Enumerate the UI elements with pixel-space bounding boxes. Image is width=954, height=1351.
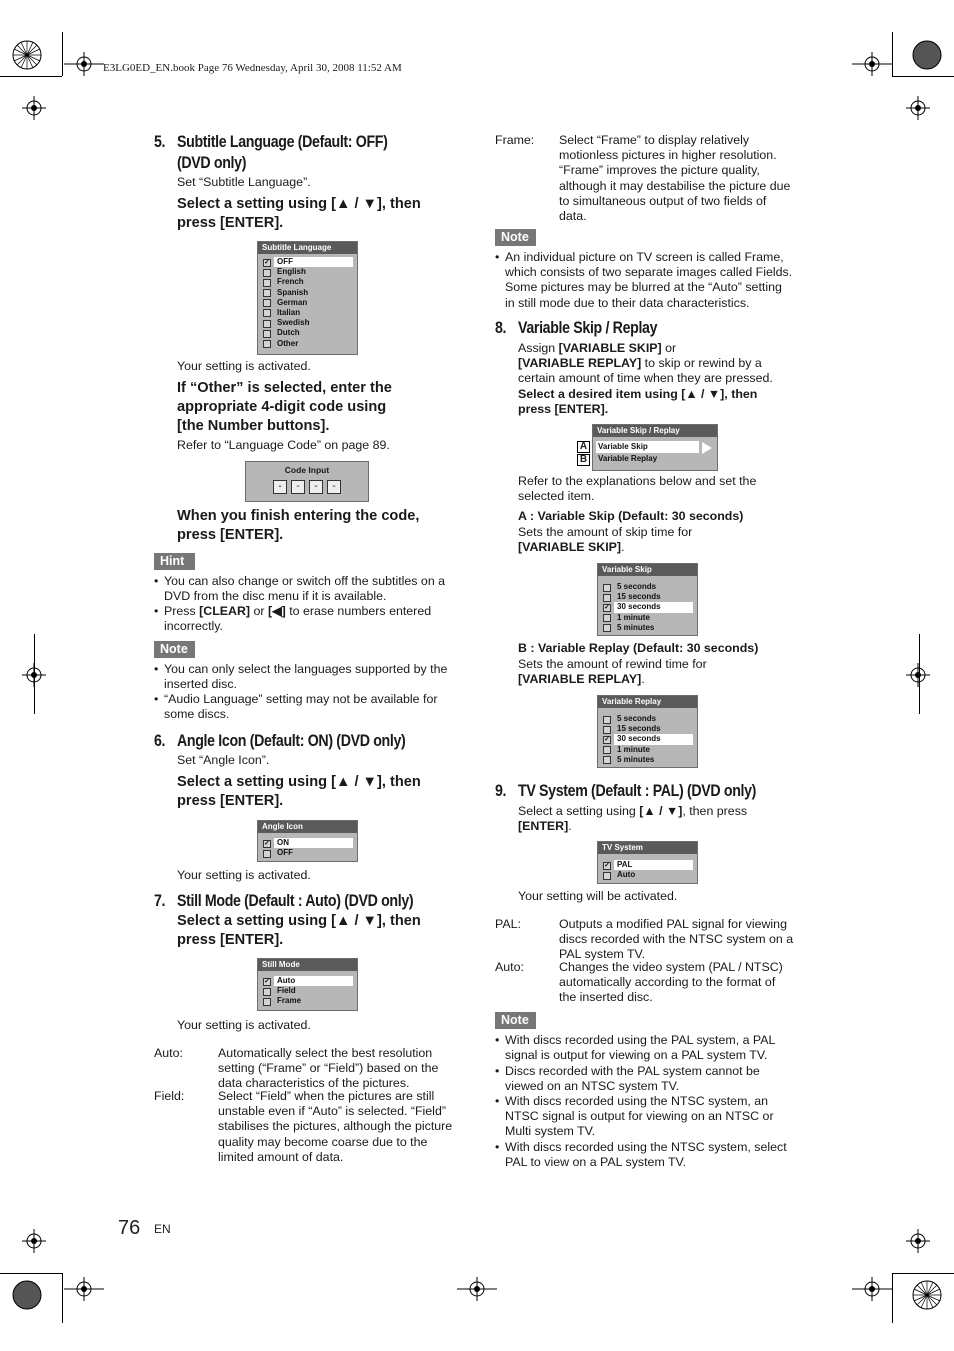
corner-dial-icon <box>912 1280 942 1310</box>
subsection-heading: B : Variable Replay (Default: 30 seconds) <box>518 641 759 655</box>
registration-target-icon <box>906 663 930 687</box>
language-code: EN <box>154 1222 171 1236</box>
step-instruction: appropriate 4-digit code using <box>177 399 387 415</box>
menu-option[interactable]: 1 minute <box>598 613 697 623</box>
menu-title: Subtitle Language <box>258 242 357 254</box>
section-title: Variable Skip / Replay <box>518 319 658 337</box>
definition-term: PAL: <box>495 917 521 931</box>
menu-option[interactable]: ✓ ON <box>258 838 357 848</box>
menu-title: TV System <box>598 842 697 854</box>
section-number: 7. <box>154 892 166 910</box>
tv-system-menu <box>597 841 698 884</box>
menu-option[interactable]: German <box>258 298 357 308</box>
menu-option[interactable]: Variable Skip <box>593 441 717 453</box>
checkbox-icon <box>263 330 271 338</box>
registration-target-icon <box>906 1229 930 1253</box>
note-bullet: • “Audio Language” setting may not be available for some discs. <box>154 692 464 722</box>
checkbox-icon <box>263 850 271 858</box>
note-tag: Note <box>495 1012 536 1029</box>
marker-a: A <box>577 441 590 453</box>
intro-text: Set “Angle Icon”. <box>177 753 270 767</box>
checkbox-checked-icon: ✓ <box>604 735 610 743</box>
menu-title: Variable Skip / Replay <box>593 425 717 437</box>
menu-option[interactable]: French <box>258 277 357 287</box>
definition-term: Field: <box>154 1089 185 1103</box>
menu-title: Variable Skip <box>598 564 697 576</box>
menu-option[interactable]: Auto <box>598 870 697 880</box>
checkbox-icon <box>603 614 611 622</box>
step-instruction: Select a setting using [▲ / ▼], then <box>177 774 421 790</box>
step-instruction: press [ENTER]. <box>177 215 284 231</box>
code-input-title: Code Input <box>284 465 330 475</box>
step-instruction: press [ENTER]. <box>177 793 284 809</box>
note-bullet: • With discs recorded using the NTSC system, an NTSC signal is output for viewing on an NTSC or Multi system TV. <box>495 1094 805 1140</box>
menu-option[interactable]: ✓ 30 seconds <box>598 602 697 612</box>
menu-option[interactable]: 5 seconds <box>598 714 697 724</box>
definition-text: Outputs a modified PAL signal for viewing discs recorded with the NTSC system on a PAL system TV. <box>559 917 794 962</box>
menu-option[interactable]: 1 minute <box>598 745 697 755</box>
subsection-text: Sets the amount of skip time for [VARIABLE SKIP]. <box>518 525 693 555</box>
checkbox-icon <box>263 988 271 996</box>
section-paragraph: Assign [VARIABLE SKIP] or [VARIABLE REPLAY] to skip or rewind by a certain amount of time when they are pressed. Select a desired item using [▲ / ▼], then press [ENTER]. <box>518 341 773 416</box>
refer-text: Refer to the explanations below and set the selected item. <box>518 474 757 504</box>
registration-target-icon <box>64 1277 104 1301</box>
menu-option[interactable]: 5 minutes <box>598 755 697 765</box>
checkbox-icon <box>263 289 271 297</box>
page-number: 76 <box>118 1217 141 1239</box>
menu-option[interactable]: 15 seconds <box>598 592 697 602</box>
menu-option[interactable]: OFF <box>258 848 357 858</box>
variable-skip-menu <box>597 563 698 636</box>
corner-dial-icon <box>912 40 942 70</box>
menu-option[interactable]: 15 seconds <box>598 724 697 734</box>
definition-term: Auto: <box>495 960 524 974</box>
note-bullet: • You can only select the languages supported by the inserted disc. <box>154 662 464 692</box>
intro-text: Set “Subtitle Language”. <box>177 175 311 189</box>
registration-target-icon <box>64 52 104 76</box>
section-number: 9. <box>495 782 507 800</box>
registration-target-icon <box>457 1277 497 1301</box>
definition-term: Frame: <box>495 133 535 147</box>
checkbox-icon <box>603 716 611 724</box>
menu-option[interactable]: Italian <box>258 308 357 318</box>
note-tag: Note <box>154 641 195 658</box>
hint-tag: Hint <box>154 553 195 570</box>
menu-option[interactable]: Spanish <box>258 288 357 298</box>
checkbox-icon <box>263 269 271 277</box>
menu-option[interactable]: Field <box>258 986 357 996</box>
step-instruction: press [ENTER]. <box>177 932 284 948</box>
checkbox-icon <box>603 594 611 602</box>
checkbox-icon <box>603 624 611 632</box>
subsection-heading: A : Variable Skip (Default: 30 seconds) <box>518 509 744 523</box>
code-input-box <box>245 461 369 502</box>
note-tag: Note <box>495 229 536 246</box>
menu-option[interactable]: ✓ PAL <box>598 860 697 870</box>
checkbox-icon <box>263 320 271 328</box>
step-instruction: If “Other” is selected, enter the <box>177 380 392 396</box>
section-title: (DVD only) <box>177 154 247 172</box>
subtitle-language-menu <box>257 241 358 355</box>
menu-option[interactable]: Swedish <box>258 318 357 328</box>
hint-bullet: • You can also change or switch off the subtitles on a DVD from the disc menu if it is available. <box>154 574 464 604</box>
step-instruction: Select a setting using [▲ / ▼], then <box>177 913 421 929</box>
checkbox-checked-icon: ✓ <box>604 861 610 869</box>
subsection-text: Sets the amount of rewind time for [VARIABLE REPLAY]. <box>518 657 707 687</box>
menu-option[interactable]: ✓ OFF <box>258 257 357 267</box>
checkbox-icon <box>603 726 611 734</box>
section-title: Still Mode (Default : Auto) (DVD only) <box>177 892 414 910</box>
menu-title: Variable Replay <box>598 696 697 708</box>
step-instruction: When you finish entering the code, <box>177 508 420 524</box>
checkbox-icon <box>603 756 611 764</box>
menu-option[interactable]: Other <box>258 339 357 349</box>
file-info-header: E3LG0ED_EN.book Page 76 Wednesday, April 30, 2008 11:52 AM <box>103 62 402 74</box>
refer-text: Refer to “Language Code” on page 89. <box>177 438 390 452</box>
step-instruction: [the Number buttons]. <box>177 418 330 434</box>
checkbox-icon <box>603 872 611 880</box>
section-number: 8. <box>495 319 507 337</box>
corner-dial-icon <box>12 1280 42 1310</box>
variable-replay-menu <box>597 695 698 768</box>
checkbox-icon <box>263 998 271 1006</box>
registration-target-icon <box>906 96 930 120</box>
still-mode-menu <box>257 958 358 1011</box>
code-digit[interactable]: - <box>327 480 341 494</box>
checkbox-icon <box>263 299 271 307</box>
note-bullet: • An individual picture on TV screen is called Frame, which consists of two separate images called Fields. Some pictures may be blurred at the “Auto” setting in still mode due to their data characteristics. <box>495 250 805 311</box>
checkbox-icon <box>263 340 271 348</box>
section-title: TV System (Default : PAL) (DVD only) <box>518 782 757 800</box>
code-digit[interactable]: - <box>291 480 305 494</box>
menu-option[interactable]: 5 minutes <box>598 623 697 633</box>
menu-title: Angle Icon <box>258 821 357 833</box>
corner-dial-icon <box>12 40 42 70</box>
registration-target-icon <box>852 1277 892 1301</box>
arrow-right-icon <box>702 442 712 454</box>
section-title: Angle Icon (Default: ON) (DVD only) <box>177 732 406 750</box>
registration-target-icon <box>852 52 892 76</box>
checkbox-icon <box>263 279 271 287</box>
note-bullet: • With discs recorded using the NTSC system, select PAL to view on a PAL system TV. <box>495 1140 805 1170</box>
registration-target-icon <box>22 1229 46 1253</box>
checkbox-checked-icon: ✓ <box>264 258 270 266</box>
step-instruction: Select a setting using [▲ / ▼], then <box>177 196 421 212</box>
code-digit[interactable]: - <box>273 480 287 494</box>
checkbox-icon <box>263 309 271 317</box>
menu-title: Still Mode <box>258 959 357 971</box>
definition-term: Auto: <box>154 1046 183 1060</box>
section-number: 5. <box>154 133 166 151</box>
checkbox-checked-icon: ✓ <box>264 839 270 847</box>
section-paragraph: Select a setting using [▲ / ▼], then press [ENTER]. <box>518 804 748 834</box>
menu-option[interactable]: Frame <box>258 996 357 1006</box>
checkbox-checked-icon: ✓ <box>604 603 610 611</box>
variable-skip-replay-menu <box>592 424 718 471</box>
section-number: 6. <box>154 732 166 750</box>
note-bullet: • With discs recorded using the PAL system, a PAL signal is output for viewing on a PAL system TV. <box>495 1033 805 1063</box>
hint-bullet: • Press [CLEAR] or [◀] to erase numbers entered incorrectly. <box>154 604 464 634</box>
activated-text: Your setting will be activated. <box>518 889 678 903</box>
activated-text: Your setting is activated. <box>177 868 311 882</box>
menu-option[interactable]: ✓ 30 seconds <box>598 734 697 744</box>
definition-text: Automatically select the best resolution setting (“Frame” or “Field”) based on the data characteristics of the pictures. <box>218 1046 439 1091</box>
step-instruction: press [ENTER]. <box>177 527 284 543</box>
definition-text: Select “Field” when the pictures are still unstable even if “Auto” is selected. “Field” stabilises the pictures, although the picture quality may become coarse due to the limited amount of data. <box>218 1089 453 1164</box>
marker-b: B <box>577 454 590 466</box>
checkbox-icon <box>603 746 611 754</box>
activated-text: Your setting is activated. <box>177 359 311 373</box>
menu-option[interactable]: Variable Replay <box>598 454 658 463</box>
code-digit[interactable]: - <box>309 480 323 494</box>
checkbox-checked-icon: ✓ <box>264 977 270 985</box>
definition-text: Select “Frame” to display relatively motionless pictures in higher resolution. “Frame” improves the picture quality, although it may destabilise the picture due to simultaneous output of two fields of data. <box>559 133 791 224</box>
menu-option[interactable]: Dutch <box>258 328 357 338</box>
section-title: Subtitle Language (Default: OFF) <box>177 133 388 151</box>
checkbox-icon <box>603 584 611 592</box>
menu-option[interactable]: ✓ Auto <box>258 976 357 986</box>
note-bullet: • Discs recorded with the PAL system cannot be viewed on an NTSC system TV. <box>495 1064 805 1094</box>
activated-text: Your setting is activated. <box>177 1018 311 1032</box>
angle-icon-menu <box>257 820 358 862</box>
definition-text: Changes the video system (PAL / NTSC) automatically according to the format of the inserted disc. <box>559 960 783 1005</box>
registration-target-icon <box>22 96 46 120</box>
menu-option[interactable]: English <box>258 267 357 277</box>
menu-option[interactable]: 5 seconds <box>598 582 697 592</box>
